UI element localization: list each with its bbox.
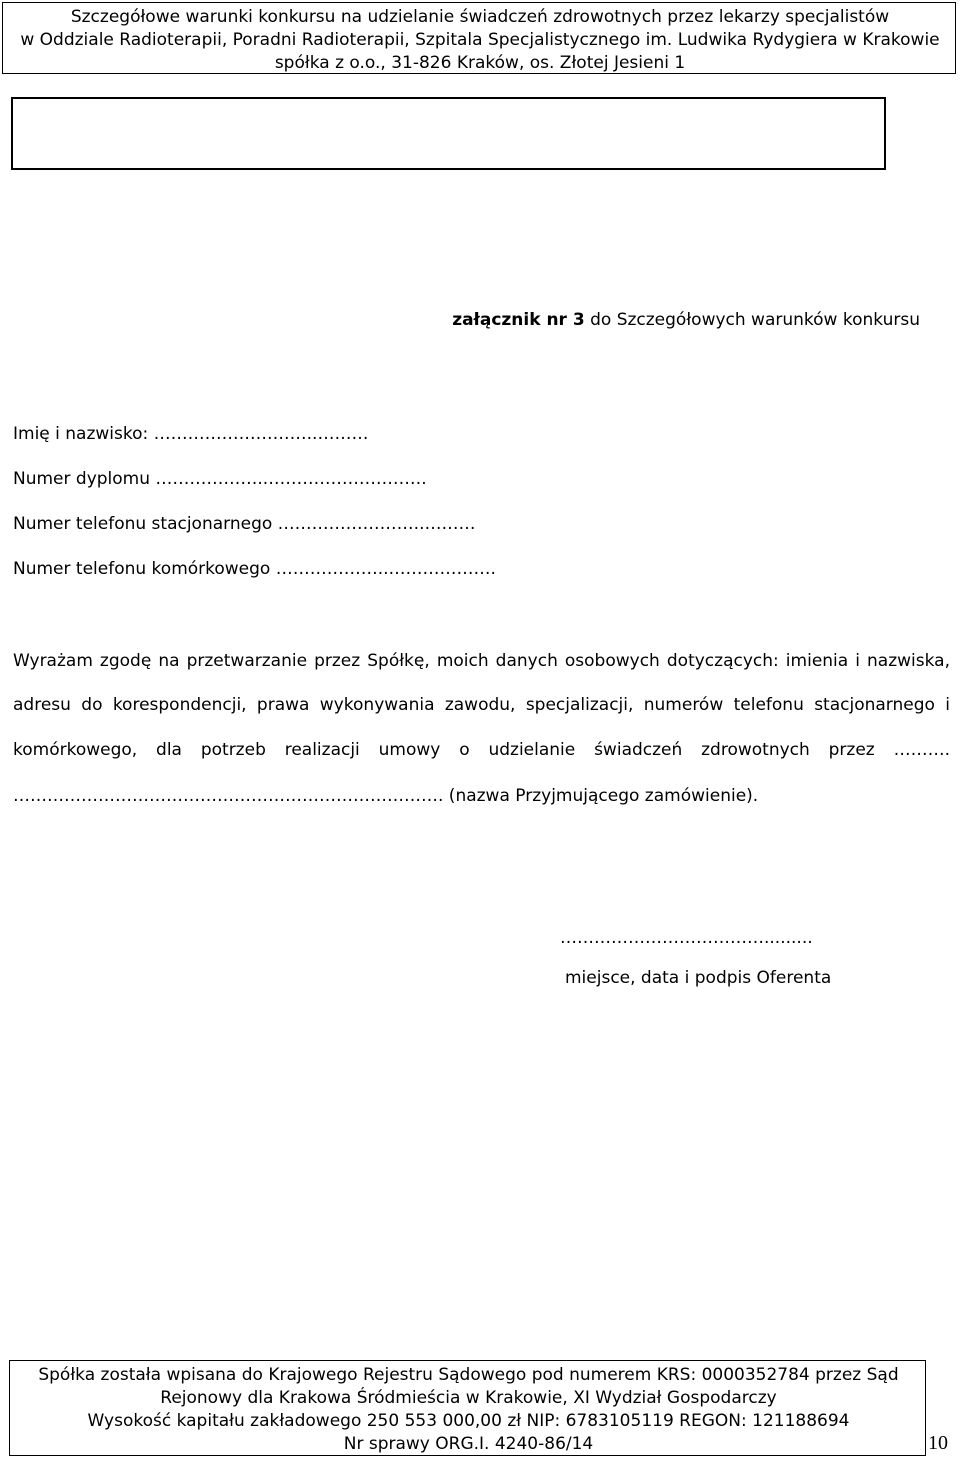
- consent-line-4: …………………………………………………………………. (nazwa Przyjmującego zamówienie).: [13, 786, 759, 806]
- footer-case-number: Nr sprawy ORG.I. 4240-86/14: [343, 1434, 594, 1454]
- attachment-description: do Szczegółowych warunków konkursu: [584, 310, 920, 330]
- consent-line-3: komórkowego, dla potrzeb realizacji umowy o udzielanie świadczeń zdrowotnych przez ……….: [13, 740, 950, 760]
- footer-line-2: Rejonowy dla Krakowa Śródmieścia w Krakowie, XI Wydział Gospodarczy: [160, 1388, 777, 1408]
- field-landline-phone: Numer telefonu stacjonarnego ……………………..………: [13, 514, 476, 534]
- header-title-line-2: w Oddziale Radioterapii, Poradni Radioterapii, Szpitala Specjalistycznego im. Ludwika Rydygiera w Krakowie: [20, 30, 940, 50]
- attachment-number: załącznik nr 3: [452, 310, 585, 330]
- header-title-line-1: Szczegółowe warunki konkursu na udzielanie świadczeń zdrowotnych przez lekarzy specjalistów: [70, 7, 890, 27]
- header-address-line: spółka z o.o., 31-826 Kraków, os. Złotej Jesieni 1: [274, 53, 686, 73]
- field-diploma-number: Numer dyplomu ………………..……………………….: [13, 469, 427, 489]
- consent-line-2: adresu do korespondencji, prawa wykonywania zawodu, specjalizacji, numerów telefonu stacjonarnego i: [13, 695, 950, 715]
- signature-label: miejsce, data i podpis Oferenta: [565, 968, 832, 988]
- field-name: Imię i nazwisko: ………………………..………: [13, 424, 369, 444]
- consent-line-1: Wyrażam zgodę na przetwarzanie przez Spółkę, moich danych osobowych dotyczących: imienia i nazwiska,: [13, 651, 950, 671]
- header-box: [2, 2, 956, 74]
- signature-line: ……………………………….........: [560, 928, 813, 948]
- footer-line-3: Wysokość kapitału zakładowego 250 553 000,00 zł NIP: 6783105119 REGON: 121188694: [87, 1411, 850, 1431]
- footer-box: [9, 1360, 926, 1456]
- page-number: 10: [928, 1432, 948, 1454]
- footer-line-1: Spółka została wpisana do Krajowego Rejestru Sądowego pod numerem KRS: 0000352784 przez Sąd: [38, 1365, 899, 1385]
- field-mobile-phone: Numer telefonu komórkowego ………………..……………….: [13, 559, 496, 579]
- attachment-label: [452, 310, 920, 330]
- blank-box: [11, 97, 886, 170]
